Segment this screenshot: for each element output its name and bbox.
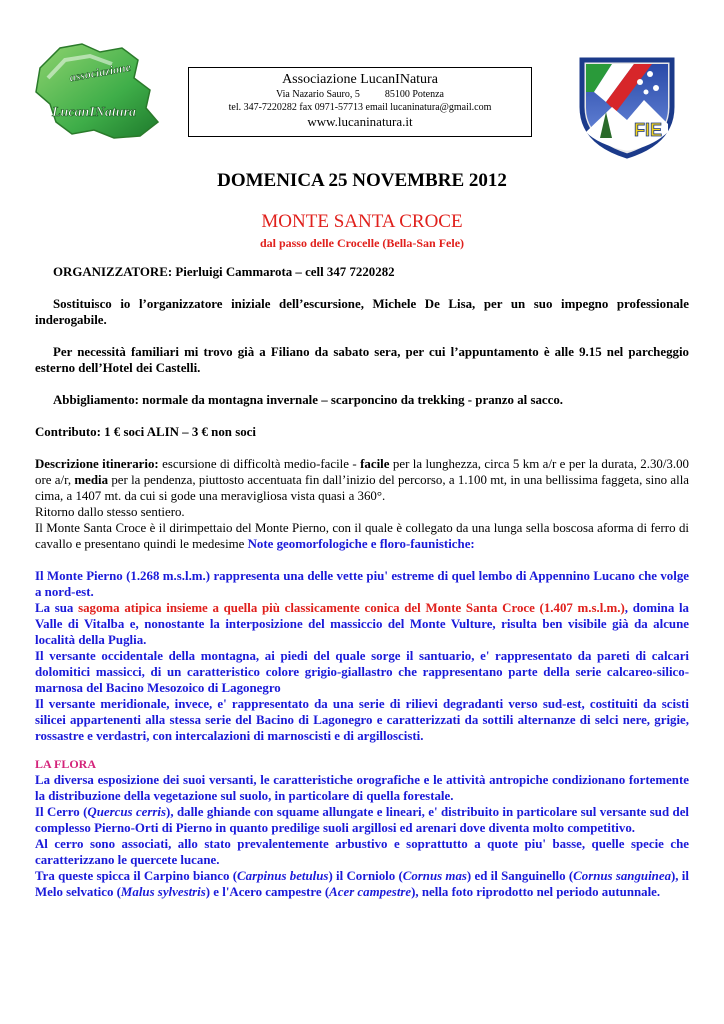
geo-paragraph-2: [35, 600, 689, 648]
itinerary-bold-2: media: [74, 473, 109, 487]
logo-text-lucaninatura: LucanINatura: [52, 105, 137, 120]
flora-paragraph-2: [35, 804, 689, 836]
flora-paragraph-1: La diversa esposizione dei suoi versanti, le caratteristiche orografiche e le attività antropiche condizionano fortemente la distribuzione della vegetazione sul suolo, in particolare di quella forestale.: [35, 773, 689, 803]
contribution-paragraph: Contributo: 1 € soci ALIN – 3 € non soci: [35, 425, 256, 439]
itinerary-text-2: per la lunghezza, circa 5 km a/r e per la durata, 2.30/3.00 ore a/r,: [35, 457, 689, 487]
itinerary-paragraph: [35, 456, 689, 504]
geo-p2-highlight: sagoma atipica insieme a quella più classicamente conica del Monte Santa Croce (1.407 m.s.l.m.): [78, 601, 625, 615]
flora-p4-species-5: Acer campestre: [329, 885, 412, 899]
itinerary-text-5: Il Monte Santa Croce è il dirimpettaio del Monte Pierno, con il quale è collegato da una lunga sella boscosa aforma di ferro di cavallo e presentano quindi le medesime: [35, 521, 689, 551]
logo-text-associazione: associazione: [68, 59, 132, 85]
meeting-paragraph: Per necessità familiari mi trovo già a Filiano da sabato sera, per cui l’appuntamento è alle 9.15 nel parcheggio esterno dell’Hotel dei Castelli.: [35, 345, 689, 375]
geo-p2-a: La sua: [35, 601, 79, 615]
geo-paragraph-3: Il versante occidentale della montagna, ai piedi del quale sorge il santuario, e' rappresentato da pareti di calcari dolomitici massicci, di un caratteristico colore grigio-giallastro che rappresentano parte della serie calcareo-silico-marnosa del Bacino Mesozoico di Lagonegro: [35, 649, 689, 695]
flora-p4-d: ), il Melo selvatico (: [35, 869, 689, 899]
flora-p2-b: ), dalle ghiande con squame allungate e lineari, e' distribuito in particolare sul versante sud del complesso Pierno-Orti di Pierno in quanto predilige suoli argillosi ed arenari dove diventa molto competitivo.: [35, 805, 690, 835]
flora-p4-f: ), nella foto riprodotto nel periodo autunnale.: [411, 885, 661, 899]
geomorph-notes-link[interactable]: Note geomorfologiche e floro-faunistiche:: [247, 537, 475, 551]
geo-paragraph-1: Il Monte Pierno (1.268 m.s.l.m.) rappresenta una delle vette piu' estreme di quel lembo di Appennino Lucano che volge a nord-est.: [35, 569, 689, 599]
document-body: [35, 264, 689, 900]
flora-p4-species-4: Malus sylvestris: [120, 885, 206, 899]
fie-logo-text: FIE: [634, 120, 663, 140]
clothing-paragraph: Abbigliamento: normale da montagna invernale – scarponcino da trekking - pranzo al sacco.: [53, 393, 564, 407]
association-header: [188, 67, 532, 137]
flora-p4-species-1: Carpinus betulus: [237, 869, 329, 883]
fie-logo: [572, 52, 682, 162]
flora-heading: LA FLORA: [35, 757, 97, 771]
association-contacts: tel. 347-7220282 fax 0971-57713 email lucaninatura@gmail.com: [228, 102, 492, 113]
geo-p2-c: , domina la Valle di Vitalba e, nonostante la interposizione del massiccio del Monte Vulture, risulta ben visibile già da alcune località della Puglia.: [35, 601, 689, 647]
itinerary-relation: [35, 520, 689, 552]
substitute-paragraph: Sostituisco io l’organizzatore iniziale dell’escursione, Michele De Lisa, per un suo impegno professionale inderogabile.: [35, 297, 689, 327]
flora-p4-c: ) ed il Sanguinello (: [466, 869, 574, 883]
itinerary-label: Descrizione itinerario:: [35, 457, 159, 471]
itinerary-bold-1: facile: [360, 457, 390, 471]
association-website[interactable]: www.lucaninatura.it: [307, 114, 413, 129]
flora-paragraph-3: Al cerro sono associati, allo stato prevalentemente arbustivo e soprattutto a quote piu' basse, quelle specie che caratterizzano le quercete lucane.: [35, 837, 689, 867]
event-title: MONTE SANTA CROCE: [261, 211, 463, 232]
event-date: DOMENICA 25 NOVEMBRE 2012: [217, 170, 507, 191]
fie-shield-icon: [572, 52, 682, 162]
flora-p4-e: ) e l'Acero campestre (: [205, 885, 330, 899]
flora-paragraph-4: [35, 868, 689, 900]
region-map-icon: [30, 38, 190, 148]
flora-p4-a: Tra queste spicca il Carpino bianco (: [35, 869, 238, 883]
flora-p4-species-3: Cornus sanguinea: [573, 869, 672, 883]
association-address: Via Nazario Sauro, 5 85100 Potenza: [276, 89, 444, 100]
lucaninatura-logo: [30, 38, 190, 148]
organizer-line: ORGANIZZATORE: Pierluigi Cammarota – cell 347 7220282: [53, 265, 395, 279]
geo-paragraph-4: Il versante meridionale, invece, e' rappresentato da una serie di rilievi degradanti verso sud-est, costituiti da scisti silicei appartenenti alla stessa serie del Bacino di Lagonegro e caratterizzati da sottili alternanze di selci nere, grigie, rossastre e verdastri, con intercalazioni di marnoscisti e di argilloscisti.: [35, 697, 689, 743]
association-name: Associazione LucanINatura: [282, 72, 438, 87]
itinerary-text-3: per la pendenza, piuttosto accentuata fin dall’inizio del percorso, a 1.100 mt, in una bellissima faggeta, sino alla cima, a 1407 mt. da cui si gode una meravigliosa vista quasi a 360°.: [35, 473, 689, 503]
event-subtitle: dal passo delle Crocelle (Bella-San Fele): [259, 236, 465, 250]
flora-p2-species: Quercus cerris: [87, 805, 167, 819]
itinerary-text-1: escursione di difficoltà medio-facile -: [158, 457, 361, 471]
flora-p4-b: ) il Corniolo (: [328, 869, 403, 883]
flora-p2-a: Il Cerro (: [35, 805, 88, 819]
return-line: Ritorno dallo stesso sentiero.: [35, 505, 185, 519]
flora-p4-species-2: Cornus mas: [402, 869, 467, 883]
